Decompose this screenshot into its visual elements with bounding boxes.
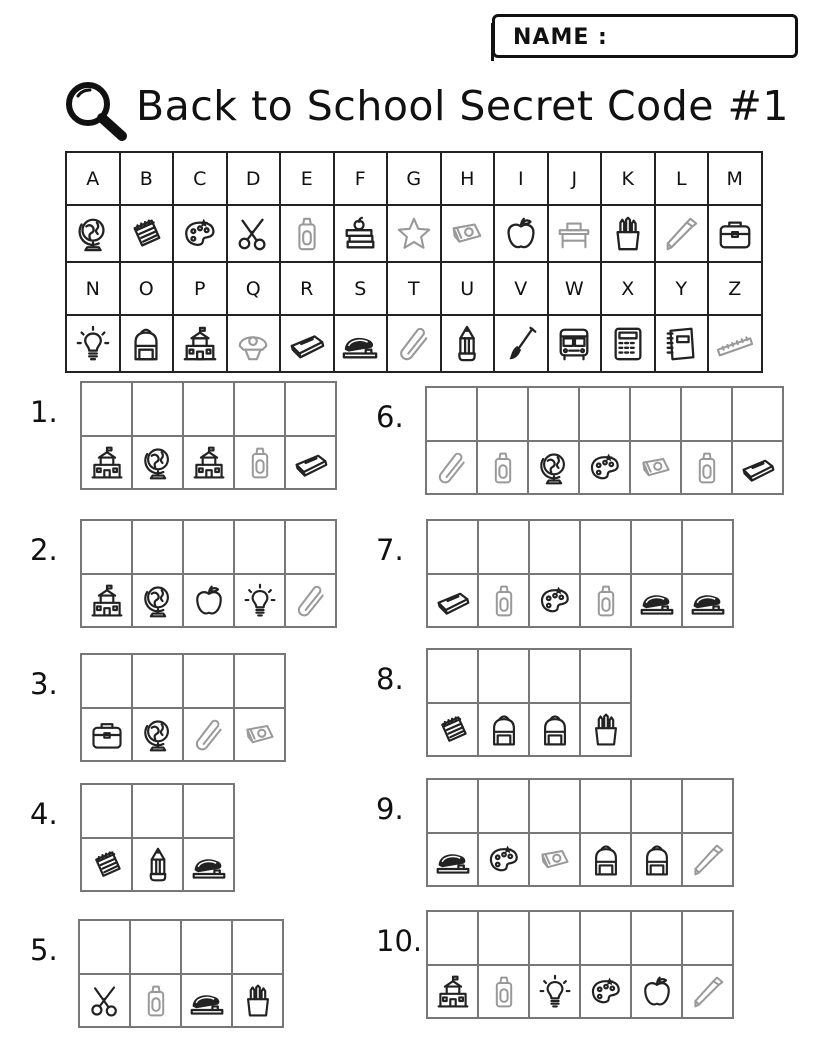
clue-cell [632,575,683,628]
globe-icon [140,445,176,481]
key-letter: L [655,152,709,205]
clue-cell [683,575,734,628]
apple-icon [502,215,540,253]
clue-cell [683,966,734,1019]
globe-icon [74,215,112,253]
magnifying-glass-icon [62,80,134,144]
answer-box[interactable] [82,383,133,437]
stapler-icon [191,847,227,883]
key-icon-cell [280,315,334,372]
globe-icon [140,717,176,753]
answer-box[interactable] [184,785,235,839]
key-icon-cell [66,205,120,262]
puzzle-number: 6. [376,400,404,434]
clue-cell [682,442,733,495]
glue-icon [138,983,174,1019]
answer-box[interactable] [428,780,479,834]
answer-box[interactable] [632,912,683,966]
schoolhouse-icon [181,325,219,363]
key-icon-cell [120,315,174,372]
key-letter: Z [708,262,762,315]
puzzle-number: 1. [30,395,58,429]
key-letter: C [173,152,227,205]
puzzle-number: 9. [376,792,404,826]
answer-box[interactable] [581,650,632,704]
key-icon-cell [494,315,548,372]
answer-box[interactable] [580,388,631,442]
clue-cell [632,966,683,1019]
key-letter: X [601,262,655,315]
paperclip-icon [191,717,227,753]
notepad-icon [127,215,165,253]
sharpener-icon [638,450,674,486]
key-letter: N [66,262,120,315]
key-letter: Q [227,262,281,315]
paintbrush-icon [502,325,540,363]
answer-box[interactable] [478,388,529,442]
backpack-icon [127,325,165,363]
answer-box[interactable] [131,921,182,975]
clue-cell [184,709,235,762]
eraser-icon [435,583,471,619]
key-icon-cell [120,205,174,262]
pencil-cup-icon [588,712,624,748]
star-icon [395,215,433,253]
glue-icon [288,215,326,253]
sharpener-icon [537,842,573,878]
stapler-icon [189,983,225,1019]
key-letter: F [334,152,388,205]
clue-cell [133,839,184,892]
answer-grid [426,910,734,1019]
stapler-icon [639,583,675,619]
globe-icon [140,583,176,619]
answer-box[interactable] [133,521,184,575]
answer-box[interactable] [479,780,530,834]
schoolhouse-icon [89,445,125,481]
glue-icon [588,583,624,619]
code-key-table [65,151,763,373]
answer-grid [80,783,235,892]
key-icon-cell [708,205,762,262]
puzzle-number: 10. [376,924,423,958]
stapler-icon [341,325,379,363]
key-icon-cell [441,315,495,372]
clue-cell [479,704,530,757]
answer-box[interactable] [479,912,530,966]
page-title: Back to School Secret Code #1 [136,82,789,130]
clue-cell [235,437,286,490]
answer-grid [426,778,734,887]
clue-cell [184,437,235,490]
answer-box[interactable] [82,655,133,709]
answer-box[interactable] [184,383,235,437]
backpack-icon [537,712,573,748]
scissors-icon [87,983,123,1019]
answer-box[interactable] [631,388,682,442]
answer-box[interactable] [82,521,133,575]
pencil-cup-icon [609,215,647,253]
key-icon-cell [227,205,281,262]
answer-box[interactable] [530,780,581,834]
notepad-icon [89,847,125,883]
highlighter-icon [690,842,726,878]
key-icon-cell [280,205,334,262]
clue-cell [479,575,530,628]
key-letter: S [334,262,388,315]
glue-icon [242,445,278,481]
puzzle-number: 4. [30,797,58,831]
key-letter: B [120,152,174,205]
palette-icon [537,583,573,619]
clue-cell [580,442,631,495]
clue-cell [286,575,337,628]
puzzle-number: 5. [30,933,58,967]
key-letter: E [280,152,334,205]
clue-cell [479,966,530,1019]
key-icon-cell [494,205,548,262]
clue-cell [428,834,479,887]
key-icon-cell [655,205,709,262]
clue-cell [80,975,131,1028]
highlighter-icon [662,215,700,253]
clue-cell [581,704,632,757]
answer-box[interactable] [529,388,580,442]
stapler-icon [435,842,471,878]
lunchbox-icon [89,717,125,753]
key-letter: M [708,152,762,205]
answer-box[interactable] [479,521,530,575]
eraser-icon [293,445,329,481]
answer-box[interactable] [581,912,632,966]
key-icon-cell [601,315,655,372]
answer-box[interactable] [530,521,581,575]
glue-icon [485,450,521,486]
pencil-icon [448,325,486,363]
key-letter: T [387,262,441,315]
key-letter: W [548,262,602,315]
clue-cell [733,442,784,495]
answer-box[interactable] [233,921,284,975]
clue-cell [581,575,632,628]
answer-grid [80,519,337,628]
key-letter: Y [655,262,709,315]
clue-cell [530,834,581,887]
answer-box[interactable] [682,388,733,442]
key-icon-cell [708,315,762,372]
clue-cell [235,575,286,628]
clue-cell [478,442,529,495]
clue-cell [428,575,479,628]
clue-cell [184,575,235,628]
answer-grid [426,648,632,757]
key-icon-cell [334,205,388,262]
key-icon-cell [66,315,120,372]
lightbulb-icon [537,974,573,1010]
answer-box[interactable] [133,383,184,437]
answer-box[interactable] [428,521,479,575]
clue-cell [428,704,479,757]
lightbulb-icon [74,325,112,363]
answer-box[interactable] [683,912,734,966]
answer-box[interactable] [479,650,530,704]
paperclip-icon [293,583,329,619]
clue-cell [428,966,479,1019]
key-icon-cell [387,315,441,372]
puzzle-number: 2. [30,533,58,567]
key-letter: G [387,152,441,205]
key-icon-cell [334,315,388,372]
lunchbox-icon [716,215,754,253]
key-letter: A [66,152,120,205]
clue-cell [182,975,233,1028]
clue-cell [581,834,632,887]
schoolhouse-icon [89,583,125,619]
answer-box[interactable] [530,912,581,966]
answer-box[interactable] [235,655,286,709]
answer-box[interactable] [184,655,235,709]
answer-grid [80,381,337,490]
bus-icon [555,325,593,363]
clue-cell [131,975,182,1028]
answer-grid [425,386,784,495]
clue-cell [530,575,581,628]
notepad-icon [435,712,471,748]
clue-cell [235,709,286,762]
paperclip-icon [395,325,433,363]
answer-box[interactable] [184,521,235,575]
palette-icon [588,974,624,1010]
glue-icon [689,450,725,486]
lightbulb-icon [242,583,278,619]
key-letter: D [227,152,281,205]
apple-icon [639,974,675,1010]
palette-icon [181,215,219,253]
answer-box[interactable] [581,521,632,575]
answer-grid [426,519,734,628]
key-icon-cell [173,205,227,262]
notebook-icon [662,325,700,363]
pencil-cup-icon [240,983,276,1019]
key-letter: R [280,262,334,315]
clue-cell [82,575,133,628]
eraser-icon [740,450,776,486]
answer-box[interactable] [632,780,683,834]
key-letter: I [494,152,548,205]
ruler-icon [716,325,754,363]
clue-cell [133,437,184,490]
answer-box[interactable] [182,921,233,975]
glue-icon [486,974,522,1010]
answer-box[interactable] [286,521,337,575]
puzzle-number: 7. [376,533,404,567]
key-icon-cell [548,205,602,262]
key-icon-cell [655,315,709,372]
key-letter: V [494,262,548,315]
clue-cell [82,709,133,762]
globe-icon [536,450,572,486]
clue-cell [632,834,683,887]
key-letter: O [120,262,174,315]
answer-box[interactable] [683,521,734,575]
answer-box[interactable] [428,912,479,966]
clue-cell [581,966,632,1019]
answer-box[interactable] [286,383,337,437]
glue-icon [486,583,522,619]
sharpener-icon [448,215,486,253]
answer-box[interactable] [733,388,784,442]
key-letter: U [441,262,495,315]
answer-box[interactable] [428,650,479,704]
answer-box[interactable] [82,785,133,839]
tape-dispenser-icon [234,325,272,363]
clue-cell [479,834,530,887]
key-letter: H [441,152,495,205]
clue-cell [184,839,235,892]
answer-box[interactable] [530,650,581,704]
paperclip-icon [434,450,470,486]
clue-cell [530,966,581,1019]
eraser-icon [288,325,326,363]
key-letter: P [173,262,227,315]
answer-box[interactable] [235,521,286,575]
clue-cell [133,575,184,628]
answer-box[interactable] [80,921,131,975]
key-icon-cell [548,315,602,372]
calculator-icon [609,325,647,363]
key-icon-cell [387,205,441,262]
clue-cell [286,437,337,490]
sharpener-icon [242,717,278,753]
palette-icon [587,450,623,486]
backpack-icon [588,842,624,878]
apple-icon [191,583,227,619]
clue-cell [133,709,184,762]
name-label: NAME : [513,25,608,50]
backpack-icon [486,712,522,748]
answer-box[interactable] [133,785,184,839]
answer-grid [78,919,284,1028]
clue-cell [530,704,581,757]
key-letter: J [548,152,602,205]
key-icon-cell [441,205,495,262]
key-icon-cell [227,315,281,372]
scissors-icon [234,215,272,253]
name-field[interactable] [492,14,798,58]
clue-cell [233,975,284,1028]
key-icon-cell [173,315,227,372]
answer-box[interactable] [683,780,734,834]
key-icon-cell [601,205,655,262]
clue-cell [82,839,133,892]
schoolhouse-icon [191,445,227,481]
answer-box[interactable] [235,383,286,437]
pencil-icon [140,847,176,883]
stapler-icon [690,583,726,619]
answer-box[interactable] [427,388,478,442]
clue-cell [82,437,133,490]
backpack-icon [639,842,675,878]
answer-grid [80,653,286,762]
clue-cell [529,442,580,495]
answer-box[interactable] [632,521,683,575]
puzzle-number: 3. [30,667,58,701]
key-letter: K [601,152,655,205]
books-apple-icon [341,215,379,253]
desk-icon [555,215,593,253]
clue-cell [683,834,734,887]
answer-box[interactable] [581,780,632,834]
answer-box[interactable] [133,655,184,709]
schoolhouse-icon [435,974,471,1010]
clue-cell [427,442,478,495]
clue-cell [631,442,682,495]
highlighter-icon [690,974,726,1010]
palette-icon [486,842,522,878]
puzzle-number: 8. [376,662,404,696]
